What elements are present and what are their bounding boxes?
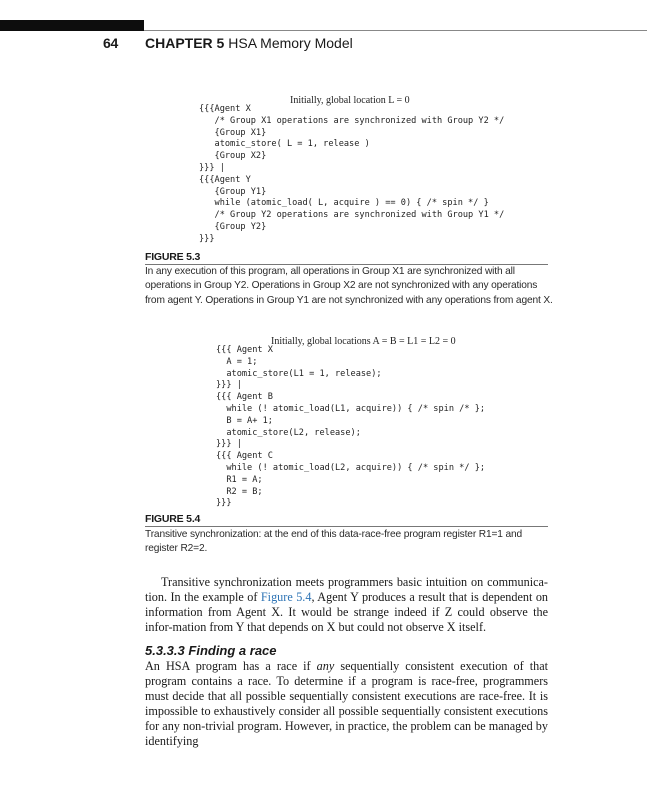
code-line: {Group Y1} — [199, 186, 267, 197]
figure-5-3-label: FIGURE 5.3 — [145, 251, 201, 263]
code-line: }}} | — [216, 439, 242, 450]
paragraph-text: , Agent Y produces a result that is dependent on information from Agent X. It would be strange indeed if Z could observe the infor-mation from Y that depends on X but could not observe X itself. — [145, 589, 549, 634]
code-line: {{{Agent X — [199, 104, 251, 114]
code-line: {{{ Agent X — [216, 345, 273, 355]
code-line: }}} — [199, 233, 215, 244]
code-line: }}} | — [199, 162, 225, 173]
page-number: 64 — [103, 35, 118, 51]
figure-5-4-caption: Transitive synchronization: at the end of this data-race-free program register R1=1 and register R2=2. — [145, 529, 523, 555]
code-line: {{{Agent Y — [199, 174, 251, 185]
header-rule — [144, 30, 647, 31]
figure-5-4-label: FIGURE 5.4 — [145, 513, 201, 525]
figure-5-3-initial-condition: Initially, global location L = 0 — [290, 95, 410, 106]
chapter-heading — [145, 35, 353, 51]
section-title: Finding a race — [188, 643, 277, 658]
code-line: }}} | — [216, 380, 242, 391]
paragraph-transitive-sync — [145, 575, 548, 635]
paragraph-text: sequentially consistent execution of that program contains a race. To determine if a program is race-free, programmers must decide that all possible sequentially consistent executions are race-free. It is impossible to exhaustively consider all possible sequentially consistent executions for any non-trivial program. However, in practice, the problem can be managed by identifying — [145, 659, 548, 748]
figure-5-3-code — [199, 104, 504, 246]
emphasis-any: any — [316, 659, 335, 673]
chapter-title: HSA Memory Model — [228, 35, 353, 51]
code-line: while (! atomic_load(L1, acquire)) { /* spin /* }; — [216, 403, 486, 414]
running-header — [0, 35, 647, 55]
code-line: atomic_store(L2, release); — [216, 427, 361, 438]
figure-5-4-code — [216, 345, 485, 510]
code-line: /* Group X1 operations are synchronized with Group Y2 */ — [199, 115, 505, 126]
header-bar — [0, 20, 144, 31]
code-line: {{{ Agent C — [216, 451, 273, 462]
section-number: 5.3.3.3 — [145, 643, 185, 658]
section-heading — [145, 643, 277, 658]
figure-5-3-caption: In any execution of this program, all operations in Group X1 are synchronized with all operations in Group Y2. Operations in Group X2 are not synchronized with any operations from agent Y. Operations in Group Y1 are not synchronized with any operations from agent X. — [145, 266, 553, 306]
figure-5-4-rule — [145, 526, 548, 527]
paragraph-text: Transitive synchronization meets programmers basic intuition on communica-tion. In the example of — [145, 575, 548, 604]
code-line: atomic_store(L1 = 1, release); — [216, 368, 382, 379]
code-line: R1 = A; — [216, 474, 263, 485]
code-line: {{{ Agent B — [216, 392, 273, 403]
code-line: atomic_store( L = 1, release ) — [199, 139, 370, 150]
paragraph-finding-race — [145, 659, 548, 748]
figure-5-4-link[interactable]: Figure 5.4 — [260, 589, 312, 604]
code-line: }}} — [216, 498, 232, 509]
code-line: B = A+ 1; — [216, 415, 273, 426]
code-line: {Group X2} — [199, 151, 267, 162]
code-line: R2 = B; — [216, 486, 263, 497]
paragraph-text: An HSA program has a race if — [145, 659, 317, 673]
figure-5-4-initial-condition: Initially, global locations A = B = L1 = L2 = 0 — [271, 336, 456, 347]
chapter-label: CHAPTER 5 — [145, 35, 225, 51]
code-line: /* Group Y2 operations are synchronized with Group Y1 */ — [199, 210, 505, 221]
code-line: while (atomic_load( L, acquire ) == 0) { /* spin */ } — [199, 198, 489, 209]
code-line: while (! atomic_load(L2, acquire)) { /* spin */ }; — [216, 462, 486, 473]
code-line: {Group X1} — [199, 127, 267, 138]
code-line: {Group Y2} — [199, 221, 267, 232]
code-line: A = 1; — [216, 356, 258, 367]
